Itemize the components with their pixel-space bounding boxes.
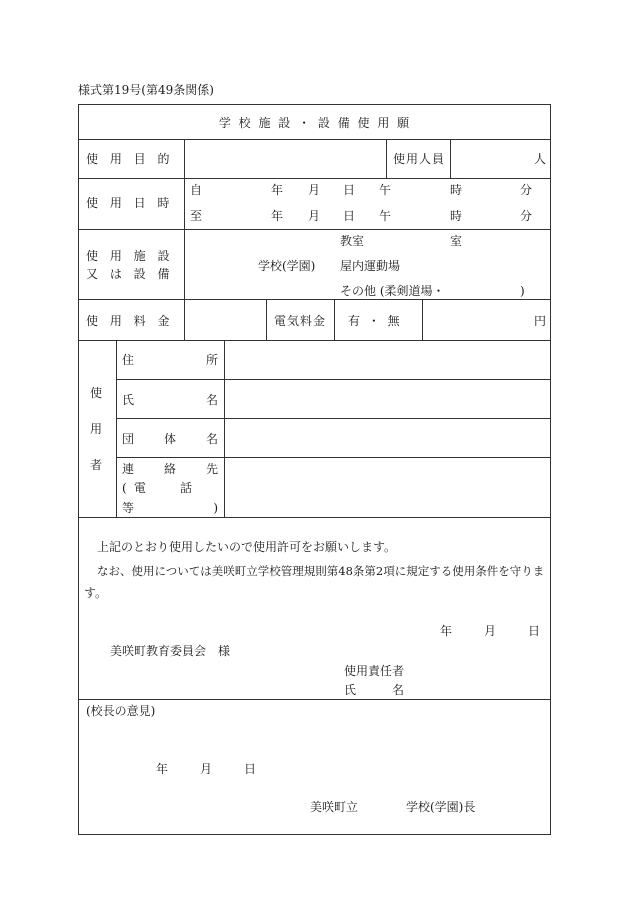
row-divider (78, 139, 551, 140)
col-divider (450, 139, 451, 178)
user-contact-label-l2: ( 電 話 (122, 481, 192, 495)
user-address-label: 住 所 (122, 353, 218, 367)
row-divider (78, 699, 551, 700)
row-divider (78, 340, 551, 341)
facility-school: 学校(学園) (258, 259, 316, 273)
purpose-label: 使 用 目 的 (86, 152, 174, 166)
request-date: 年 月 日 (440, 624, 551, 638)
col-divider (224, 340, 225, 517)
principal-signature-school: 学校(学園)長 (406, 800, 476, 814)
datetime-month: 月 (308, 209, 321, 223)
request-line2b: す。 (84, 586, 108, 600)
facility-option-other: その他 (柔剣道場・ (340, 284, 445, 298)
facility-label-line2: 又 は 設 備 (86, 267, 174, 281)
facility-option-other-close: ) (520, 284, 525, 298)
headcount-label: 使用人員 (393, 152, 446, 166)
datetime-year: 年 (271, 209, 284, 223)
user-contact-label-l1: 連 絡 先 (122, 462, 218, 476)
form-title: 学 校 施 設 ・ 設 備 使 用 願 (218, 116, 412, 130)
principal-signature-town: 美咲町立 (310, 800, 359, 814)
datetime-ampm: 午 (379, 183, 392, 197)
col-divider (334, 299, 335, 340)
fee-label: 使 用 料 金 (86, 314, 174, 328)
request-responsible: 使用責任者 (344, 664, 405, 678)
user-label-char: 使 (90, 386, 103, 400)
user-label-char: 用 (90, 422, 103, 436)
datetime-ampm: 午 (379, 209, 392, 223)
row-divider (78, 229, 551, 230)
col-divider (184, 139, 185, 340)
row-divider (116, 418, 551, 419)
datetime-to-prefix: 至 (190, 209, 203, 223)
principal-date: 年 月 日 (156, 762, 267, 776)
datetime-minute: 分 (520, 209, 533, 223)
facility-option-room-suffix: 室 (450, 234, 463, 248)
request-line1: 上記のとおり使用したいので使用許可をお願いします。 (97, 540, 397, 554)
fee-unit: 円 (534, 314, 547, 328)
user-label-char: 者 (90, 458, 103, 472)
col-divider (266, 299, 267, 340)
datetime-day: 日 (343, 183, 356, 197)
principal-opinion: (校長の意見) (86, 704, 156, 718)
datetime-month: 月 (308, 183, 321, 197)
row-divider (78, 299, 551, 300)
user-contact-label-l3: 等 ) (122, 501, 218, 515)
request-line2a: なお、使用については美咲町立学校管理規則第48条第2項に規定する使用条件を守りま (97, 564, 545, 578)
headcount-unit: 人 (534, 152, 547, 166)
col-divider (386, 139, 387, 178)
row-divider (78, 178, 551, 179)
request-responsible-name: 氏 名 (344, 683, 409, 697)
request-addressee: 美咲町教育委員会 様 (110, 644, 231, 658)
fee-presence: 有 ・ 無 (348, 314, 402, 328)
electric-fee-label: 電気料金 (274, 314, 327, 328)
row-divider (116, 457, 551, 458)
datetime-hour: 時 (450, 209, 463, 223)
row-divider (78, 517, 551, 518)
row-divider (116, 379, 551, 380)
col-divider (116, 340, 117, 517)
datetime-year: 年 (271, 183, 284, 197)
facility-option-classroom: 教室 (340, 234, 365, 248)
user-name-label: 氏 名 (122, 393, 218, 407)
facility-label-line1: 使 用 施 設 (86, 249, 174, 263)
datetime-day: 日 (343, 209, 356, 223)
datetime-from-prefix: 自 (190, 183, 203, 197)
datetime-hour: 時 (450, 183, 463, 197)
facility-option-indoor: 屋内運動場 (340, 259, 401, 273)
header-caption: 様式第19号(第49条関係) (78, 83, 214, 97)
col-divider (422, 299, 423, 340)
user-group-label: 団 体 名 (122, 432, 218, 446)
datetime-minute: 分 (520, 183, 533, 197)
datetime-label: 使 用 日 時 (86, 196, 174, 210)
